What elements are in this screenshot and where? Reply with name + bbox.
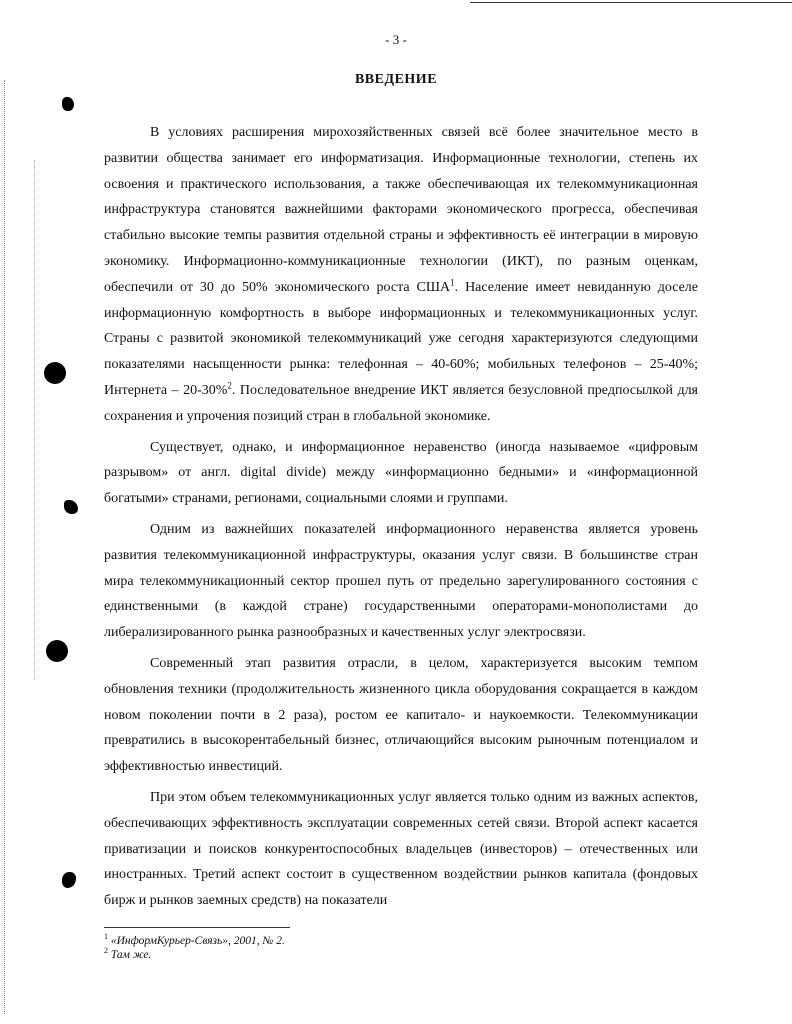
footnote-ref[interactable]: 1: [450, 277, 455, 288]
scan-blot: [62, 872, 76, 888]
scan-blot: [62, 97, 74, 111]
punch-hole: [46, 640, 68, 662]
paragraph: При этом объем телекоммуникационных услуг является только одним из важных аспектов, обеспечивающих эффективность эксплуатации современных сетей связи. Второй аспект касается приватизации и поисков конкурентоспособных владельцев (инвесторов) – отечественных или иностранных. Третий аспект состоит в существенном воздействии рынков капитала (фондовых бирж и рынков заемных средств) на показатели: [104, 789, 698, 909]
body-text: [104, 120, 698, 914]
paragraph: Современный этап развития отрасли, в целом, характеризуется высоким темпом обновления техники (продолжительность жизненного цикла оборудования сокращается в каждом новом поколении почти в 2 раза), ростом ее капитало- и наукоемкости. Телекоммуникации превратились в высокорентабельный бизнес, отличающийся высоким рыночным потенциалом и эффективностью инвестиций.: [104, 655, 698, 775]
scan-edge: [4, 80, 5, 1014]
paragraph: Существует, однако, и информационное неравенство (иногда называемое «цифровым разрывом» от англ. digital divide) между «информационно бедными» и «информационной богатыми» странами, регионами, социальными слоями и группами.: [104, 439, 698, 507]
scan-edge-inner: [34, 160, 35, 680]
footnote-ref[interactable]: 2: [227, 380, 232, 391]
paragraph: Одним из важнейших показателей информационного неравенства является уровень развития телекоммуникационной инфраструктуры, оказания услуг связи. В большинстве стран мира телекоммуникационный сектор прошел путь от предельно зарегулированного состояния с единственными (в каждой стране) государственными операторами-монополистами до либерализированного рынка разнообразных и качественных услуг электросвязи.: [104, 521, 698, 641]
footnote-separator: [104, 927, 290, 928]
scan-blot: [64, 500, 78, 514]
footnote: $^1$ «ИнформКурьер-Связь», 2001, № 2.: [104, 932, 285, 947]
footnotes: [104, 934, 285, 962]
page-number: - 3 -: [385, 32, 407, 47]
footnote: $^2$ Там же.: [104, 946, 152, 961]
section-title: ВВЕДЕНИЕ: [354, 72, 438, 87]
paragraph: В условиях расширения мирохозяйственных связей всё более значительное место в развитии общества занимает его информатизация. Информационные технологии, степень их освоения и практического использования, а также обеспечивающая их телекоммуникационная инфраструктура становятся важнейшими факторами экономического прогресса, обеспечивая стабильно высокие темпы развития отдельной страны и эффективность её интеграции в мировую экономику. Информационно-коммуникационные технологии (ИКТ), по разным оценкам, обеспечили от 30 до 50% экономического роста США$^1$. Население имеет невиданную доселе информационную комфортность в выборе информационных и телекоммуникационных услуг. Страны с развитой экономикой телекоммуникаций уже сегодня характеризуются следующими показателями насыщенности рынка: телефонная – 40-60%; мобильных телефонов – 25-40%; Интернета – 20-30%$^2$. Последовательное внедрение ИКТ является безусловной предпосылкой для сохранения и упрочения позиций стран в глобальной экономике.: [104, 125, 699, 424]
punch-hole: [44, 362, 66, 384]
top-rule: [470, 2, 792, 3]
